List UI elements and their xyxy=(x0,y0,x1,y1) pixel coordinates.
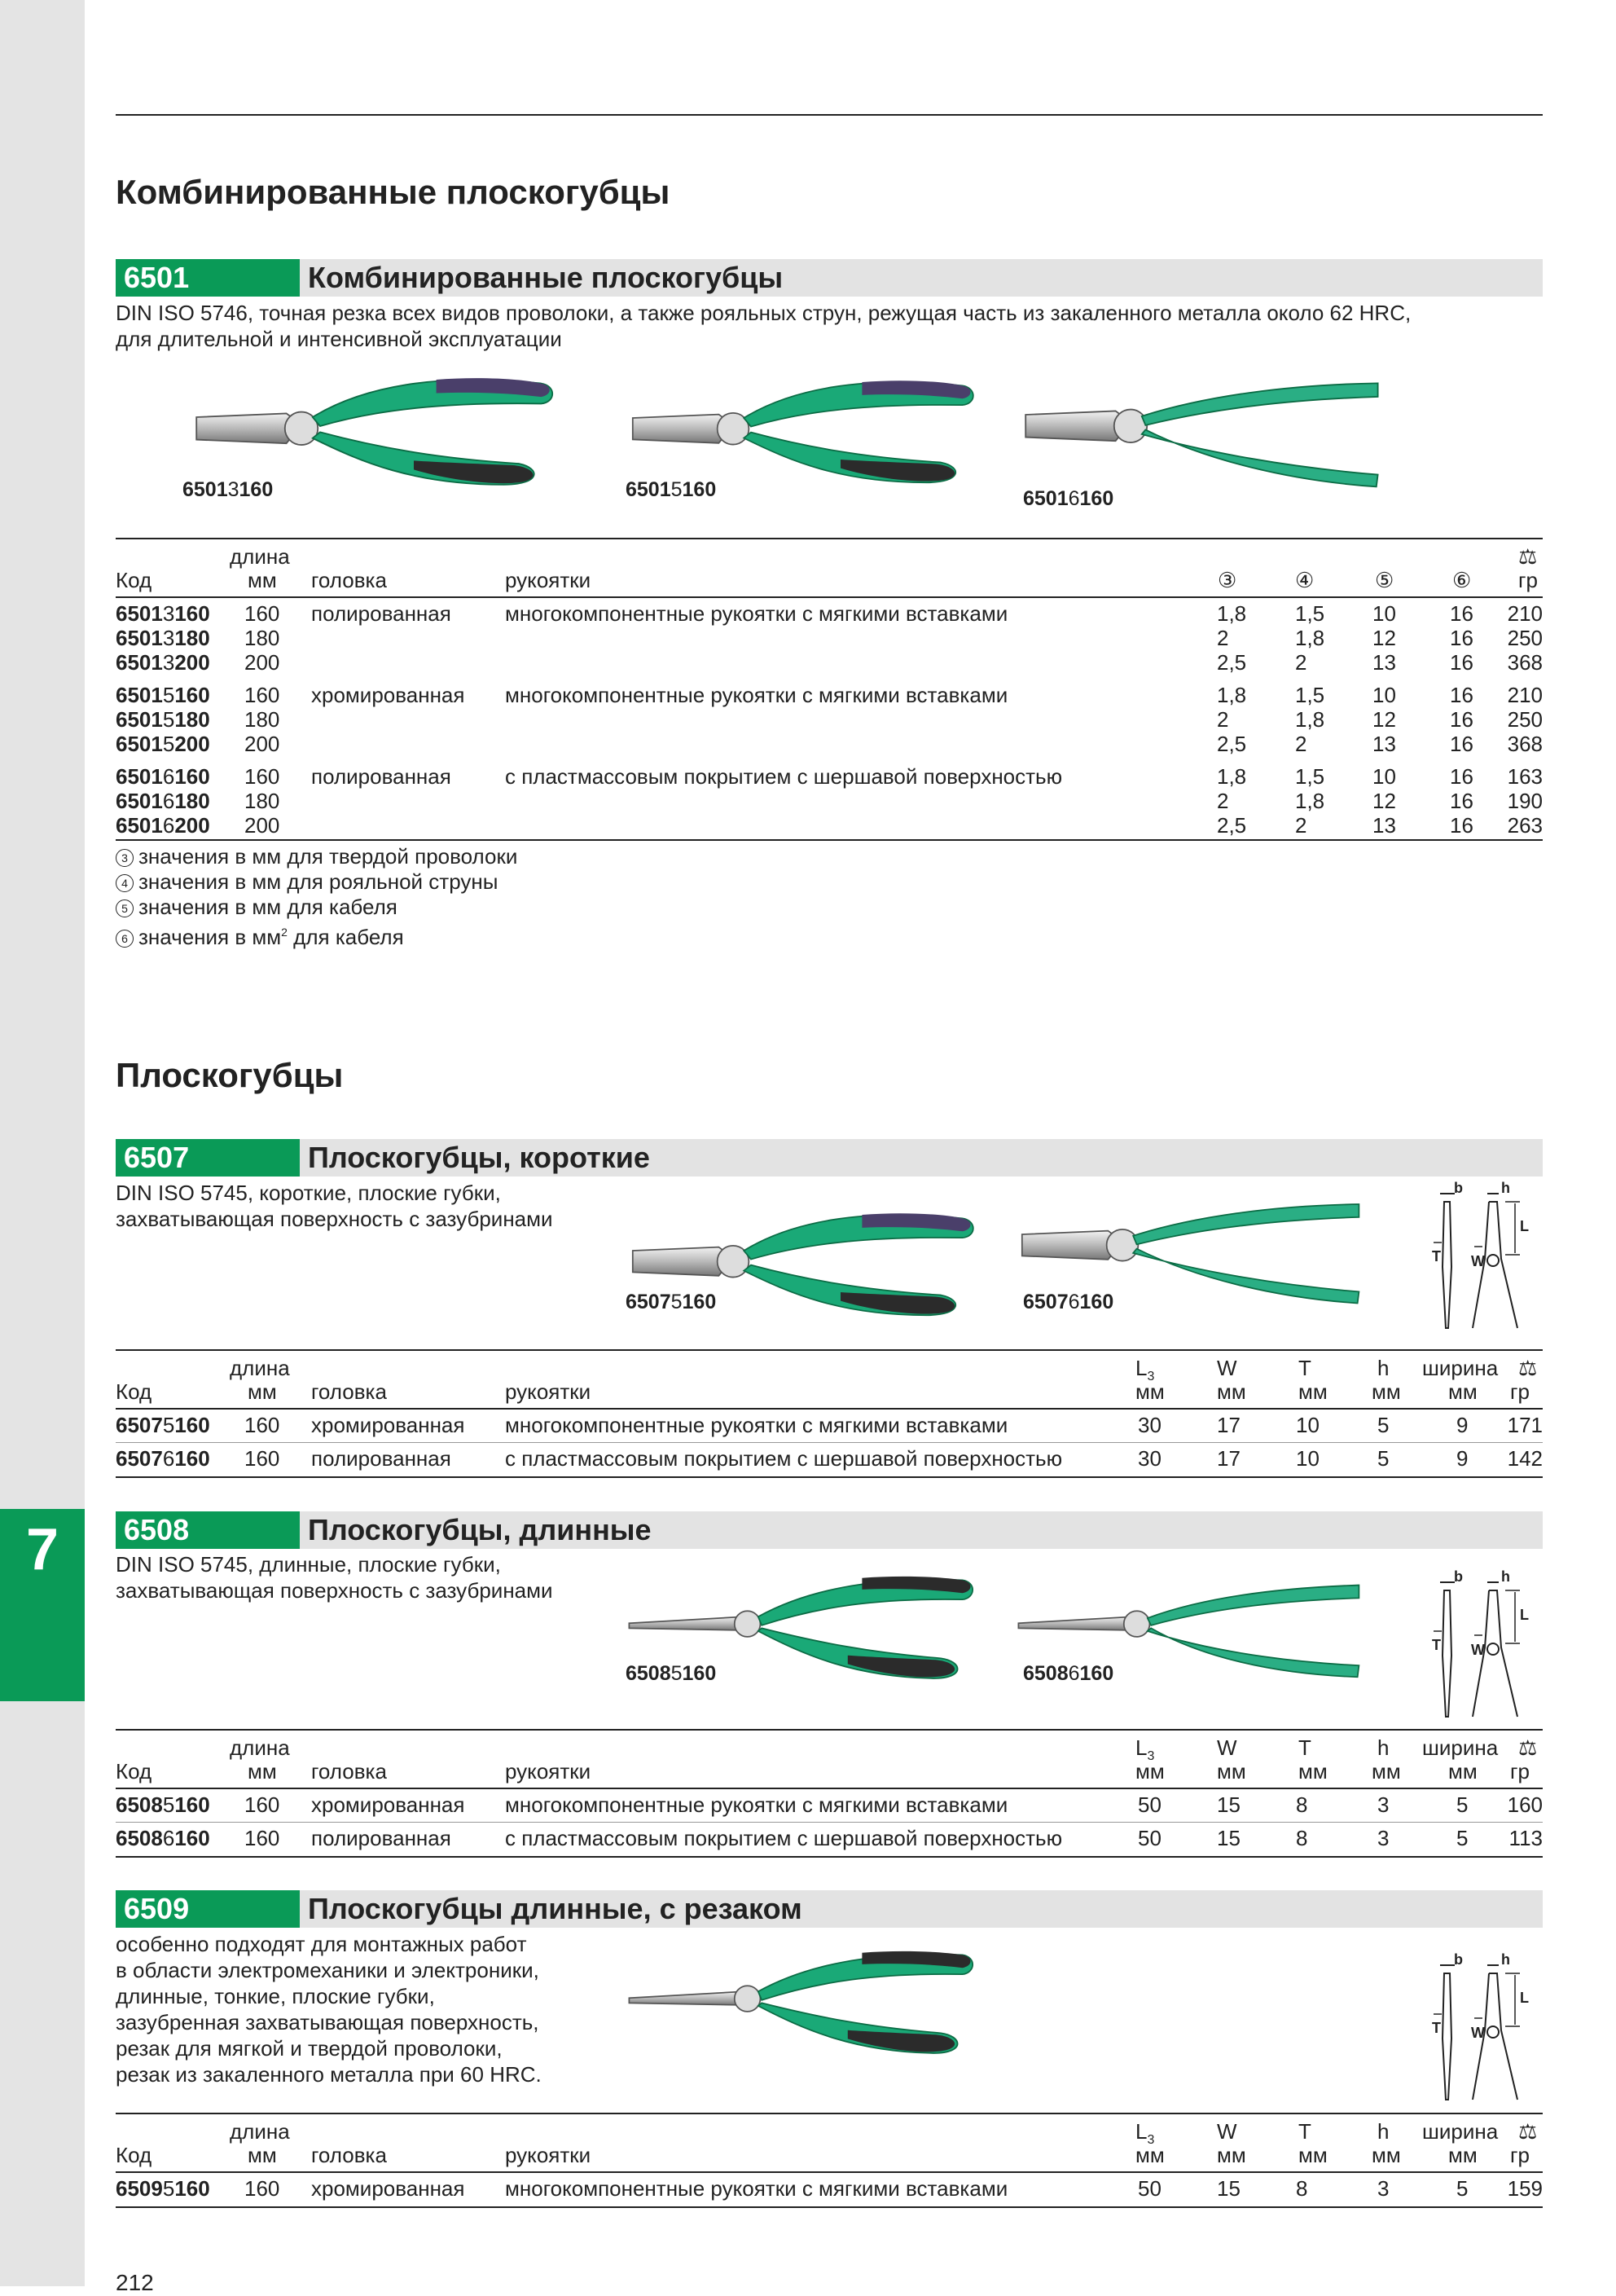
t-cell: 8 xyxy=(1296,2176,1308,2201)
product-bar-6508 xyxy=(116,1511,1543,1549)
head-cell: хромированная xyxy=(311,1792,465,1817)
dimension-diagram-icon xyxy=(1424,1941,1546,2104)
w-cell: 17 xyxy=(1217,1446,1241,1471)
length-cell: 200 xyxy=(244,732,280,756)
col6-cell: 16 xyxy=(1450,732,1473,756)
dim-label-h: h xyxy=(1501,1180,1510,1196)
header-length-top: длина xyxy=(230,1735,290,1760)
header-head: головка xyxy=(311,1759,387,1784)
col5-cell: 13 xyxy=(1372,813,1396,838)
weight-cell: 263 xyxy=(1507,813,1543,838)
dim-label-b: b xyxy=(1454,1180,1463,1196)
table-rule xyxy=(116,1408,1543,1410)
w-cell: 15 xyxy=(1217,2176,1241,2201)
col5-cell: 10 xyxy=(1372,683,1396,707)
product-code-cell: 65085160 xyxy=(116,1792,210,1817)
head-cell: хромированная xyxy=(311,1413,465,1437)
col3-cell: 2,5 xyxy=(1217,732,1247,756)
header-width: ширина xyxy=(1422,1356,1499,1380)
t-cell: 10 xyxy=(1296,1413,1320,1437)
weight-cell: 368 xyxy=(1507,732,1543,756)
pliers-image-6509-5 xyxy=(626,1944,984,2066)
table-rule xyxy=(116,538,1543,539)
product-code-cell: 65015180 xyxy=(116,707,210,732)
length-cell: 160 xyxy=(244,2176,280,2201)
h-cell: 3 xyxy=(1377,2176,1390,2201)
col4-cell: 1,5 xyxy=(1295,764,1325,789)
head-cell: хромированная xyxy=(311,683,465,707)
length-cell: 160 xyxy=(244,601,280,626)
handles-cell: многокомпонентные рукоятки с мягкими вставками xyxy=(505,1413,1008,1437)
product-bar-6501 xyxy=(116,259,1543,297)
header-weight: гр xyxy=(1510,1759,1530,1784)
footnote: 3 значения в мм для твердой проволоки xyxy=(116,844,517,869)
product-description-6501 xyxy=(116,300,1411,352)
col5-cell: 13 xyxy=(1372,650,1396,675)
description-line: захватывающая поверхность с зазубринами xyxy=(116,1578,553,1603)
dim-label-b: b xyxy=(1454,1951,1463,1968)
head-cell: полированная xyxy=(311,601,451,626)
section-heading-combination-pliers: Комбинированные плоскогубцы xyxy=(116,173,670,211)
col3-cell: 1,8 xyxy=(1217,601,1247,626)
header-length-unit: мм xyxy=(248,568,277,592)
weight-cell: 160 xyxy=(1507,1792,1543,1817)
head-cell: хромированная xyxy=(311,2176,465,2201)
h-cell: 3 xyxy=(1377,1792,1390,1817)
head-cell: полированная xyxy=(311,1826,451,1850)
header-unit: мм xyxy=(1448,1759,1478,1784)
product-description-6509 xyxy=(116,1931,542,2087)
dim-label-l: L xyxy=(1520,1607,1529,1623)
header-l3: $L_3$ xyxy=(1135,2119,1155,2147)
header-length-top: длина xyxy=(230,544,290,569)
top-rule xyxy=(116,114,1543,116)
weight-cell: 368 xyxy=(1507,650,1543,675)
description-line: захватывающая поверхность с зазубринами xyxy=(116,1207,553,1231)
header-w: W xyxy=(1217,1735,1237,1760)
dim-label-l: L xyxy=(1520,1990,1529,2006)
product-code: 6508 xyxy=(116,1511,300,1549)
col5-cell: 12 xyxy=(1372,707,1396,732)
col4-cell: 1,5 xyxy=(1295,601,1325,626)
header-unit: мм xyxy=(1372,1759,1401,1784)
w-cell: 15 xyxy=(1217,1792,1241,1817)
product-code-cell: 65013160 xyxy=(116,601,210,626)
header-t: T xyxy=(1298,2119,1311,2144)
image-label: 65086160 xyxy=(1023,1662,1114,1685)
h-cell: 3 xyxy=(1377,1826,1390,1850)
header-length-unit: мм xyxy=(248,1759,277,1784)
weight-icon: ⚖ xyxy=(1518,1356,1538,1380)
col4-cell: 2 xyxy=(1295,732,1307,756)
col4-cell: 2 xyxy=(1295,813,1307,838)
dim-label-w: W xyxy=(1471,1642,1485,1658)
l3-cell: 50 xyxy=(1138,2176,1162,2201)
product-code-cell: 65016160 xyxy=(116,764,210,789)
header-unit: мм xyxy=(1448,2143,1478,2167)
header-t: T xyxy=(1298,1356,1311,1380)
product-code-cell: 65015160 xyxy=(116,683,210,707)
header-weight: гр xyxy=(1510,1379,1530,1404)
col3-cell: 2 xyxy=(1217,707,1229,732)
header-handles: рукоятки xyxy=(505,568,591,592)
length-cell: 200 xyxy=(244,650,280,675)
length-cell: 160 xyxy=(244,1826,280,1850)
weight-cell: 250 xyxy=(1507,626,1543,650)
col6-cell: 16 xyxy=(1450,789,1473,813)
image-label: 65085160 xyxy=(626,1662,717,1685)
head-cell: полированная xyxy=(311,1446,451,1471)
col5-cell: 13 xyxy=(1372,732,1396,756)
col4-cell: 1,8 xyxy=(1295,789,1325,813)
handles-cell: многокомпонентные рукоятки с мягкими вставками xyxy=(505,683,1008,707)
header-h: h xyxy=(1377,1735,1390,1760)
product-code: 6501 xyxy=(116,259,300,297)
image-label: 65076160 xyxy=(1023,1291,1114,1313)
col6-cell: 16 xyxy=(1450,601,1473,626)
header-unit: мм xyxy=(1298,2143,1328,2167)
col5-cell: 12 xyxy=(1372,626,1396,650)
table-rule xyxy=(116,2171,1543,2173)
dimension-diagram-icon xyxy=(1424,1558,1546,1721)
col4-cell: 2 xyxy=(1295,650,1307,675)
handles-cell: многокомпонентные рукоятки с мягкими вставками xyxy=(505,2176,1008,2201)
weight-cell: 163 xyxy=(1507,764,1543,789)
handles-cell: с пластмассовым покрытием с шершавой поверхностью xyxy=(505,1826,1063,1850)
header-unit: мм xyxy=(1135,1759,1165,1784)
dim-label-t: T xyxy=(1432,2020,1441,2036)
w-cell: 15 xyxy=(1217,1826,1241,1850)
header-weight: гр xyxy=(1510,2143,1530,2167)
header-col6: ⑥ xyxy=(1452,568,1472,592)
header-code: Код xyxy=(116,1759,152,1784)
col3-cell: 1,8 xyxy=(1217,764,1247,789)
col4-cell: 1,8 xyxy=(1295,626,1325,650)
col5-cell: 10 xyxy=(1372,764,1396,789)
description-line: для длительной и интенсивной эксплуатации xyxy=(116,327,562,351)
header-unit: мм xyxy=(1372,1379,1401,1404)
header-handles: рукоятки xyxy=(505,1759,591,1784)
handles-cell: многокомпонентные рукоятки с мягкими вставками xyxy=(505,601,1008,626)
header-l3: $L_3$ xyxy=(1135,1356,1155,1383)
footnote: 6 значения в $мм^2$ для кабеля xyxy=(116,920,517,950)
col5-cell: 12 xyxy=(1372,789,1396,813)
header-code: Код xyxy=(116,2143,152,2167)
length-cell: 160 xyxy=(244,1413,280,1437)
product-code-cell: 65013200 xyxy=(116,650,210,675)
product-code-cell: 65075160 xyxy=(116,1413,210,1437)
header-unit: мм xyxy=(1217,2143,1246,2167)
handles-cell: с пластмассовым покрытием с шершавой поверхностью xyxy=(505,1446,1063,1471)
length-cell: 160 xyxy=(244,764,280,789)
product-bar-6509 xyxy=(116,1890,1543,1928)
product-title: Плоскогубцы, длинные xyxy=(308,1513,652,1546)
product-title: Плоскогубцы, короткие xyxy=(308,1141,650,1174)
description-line: резак из закаленного металла при 60 HRC. xyxy=(116,2062,542,2087)
width-cell: 9 xyxy=(1456,1446,1469,1471)
header-head: головка xyxy=(311,2143,387,2167)
col4-cell: 1,8 xyxy=(1295,707,1325,732)
table-rule xyxy=(116,1788,1543,1789)
col3-cell: 1,8 xyxy=(1217,683,1247,707)
handles-cell: с пластмассовым покрытием с шершавой поверхностью xyxy=(505,764,1063,789)
header-l3: $L_3$ xyxy=(1135,1735,1155,1763)
header-unit: мм xyxy=(1135,2143,1165,2167)
row-rule xyxy=(116,1822,1543,1823)
col6-cell: 16 xyxy=(1450,626,1473,650)
dim-label-l: L xyxy=(1520,1218,1529,1234)
col6-cell: 16 xyxy=(1450,764,1473,789)
l3-cell: 50 xyxy=(1138,1826,1162,1850)
table-rule xyxy=(116,1856,1543,1858)
footnote: 5 значения в мм для кабеля xyxy=(116,895,517,920)
header-code: Код xyxy=(116,1379,152,1404)
product-code-cell: 65076160 xyxy=(116,1446,210,1471)
length-cell: 200 xyxy=(244,813,280,838)
col6-cell: 16 xyxy=(1450,650,1473,675)
dim-label-w: W xyxy=(1471,1253,1485,1269)
t-cell: 10 xyxy=(1296,1446,1320,1471)
dim-label-w: W xyxy=(1471,2025,1485,2041)
header-t: T xyxy=(1298,1735,1311,1760)
chapter-number: 7 xyxy=(25,1517,59,1582)
header-length-unit: мм xyxy=(248,2143,277,2167)
product-code-cell: 65016180 xyxy=(116,789,210,813)
page-number: 212 xyxy=(116,2270,154,2295)
pliers-image-6501-6 xyxy=(1018,368,1393,499)
col3-cell: 2 xyxy=(1217,789,1229,813)
header-length-top: длина xyxy=(230,1356,290,1380)
length-cell: 160 xyxy=(244,683,280,707)
l3-cell: 30 xyxy=(1138,1446,1162,1471)
h-cell: 5 xyxy=(1377,1413,1390,1437)
image-label: 65075160 xyxy=(626,1291,717,1313)
header-code: Код xyxy=(116,568,152,592)
head-cell: полированная xyxy=(311,764,451,789)
weight-cell: 142 xyxy=(1507,1446,1543,1471)
table-rule xyxy=(116,1476,1543,1478)
l3-cell: 50 xyxy=(1138,1792,1162,1817)
footnotes-6501 xyxy=(116,844,517,950)
description-line: DIN ISO 5746, точная резка всех видов проволоки, а также рояльных струн, режущая часть из закаленного металла около 62 HRC, xyxy=(116,301,1412,325)
t-cell: 8 xyxy=(1296,1792,1308,1817)
dim-label-t: T xyxy=(1432,1637,1441,1653)
image-label: 65016160 xyxy=(1023,487,1114,510)
dimension-diagram-icon xyxy=(1424,1169,1546,1332)
weight-cell: 171 xyxy=(1507,1413,1543,1437)
product-code-cell: 65016200 xyxy=(116,813,210,838)
header-length-top: длина xyxy=(230,2119,290,2144)
length-cell: 160 xyxy=(244,1446,280,1471)
length-cell: 160 xyxy=(244,1792,280,1817)
weight-cell: 190 xyxy=(1507,789,1543,813)
header-handles: рукоятки xyxy=(505,2143,591,2167)
header-unit: мм xyxy=(1298,1759,1328,1784)
l3-cell: 30 xyxy=(1138,1413,1162,1437)
description-line: в области электромеханики и электроники, xyxy=(116,1958,539,1982)
product-code-cell: 65013180 xyxy=(116,626,210,650)
weight-cell: 250 xyxy=(1507,707,1543,732)
header-w: W xyxy=(1217,1356,1237,1380)
description-line: длинные, тонкие, плоские губки, xyxy=(116,1984,435,2008)
w-cell: 17 xyxy=(1217,1413,1241,1437)
table-rule xyxy=(116,839,1543,841)
h-cell: 5 xyxy=(1377,1446,1390,1471)
col5-cell: 10 xyxy=(1372,601,1396,626)
header-head: головка xyxy=(311,568,387,592)
dim-label-t: T xyxy=(1432,1248,1441,1265)
left-margin-band xyxy=(0,0,85,2286)
length-cell: 180 xyxy=(244,707,280,732)
description-line: DIN ISO 5745, короткие, плоские губки, xyxy=(116,1181,501,1205)
header-w: W xyxy=(1217,2119,1237,2144)
length-cell: 180 xyxy=(244,789,280,813)
product-title: Комбинированные плоскогубцы xyxy=(308,261,784,294)
col4-cell: 1,5 xyxy=(1295,683,1325,707)
dim-label-b: b xyxy=(1454,1568,1463,1585)
description-line: DIN ISO 5745, длинные, плоские губки, xyxy=(116,1552,501,1577)
section-heading-flat-pliers: Плоскогубцы xyxy=(116,1056,344,1094)
col6-cell: 16 xyxy=(1450,683,1473,707)
table-rule xyxy=(116,1729,1543,1731)
header-weight: гр xyxy=(1518,568,1538,592)
header-col4: ④ xyxy=(1295,568,1315,592)
width-cell: 5 xyxy=(1456,1826,1469,1850)
handles-cell: многокомпонентные рукоятки с мягкими вставками xyxy=(505,1792,1008,1817)
weight-cell: 113 xyxy=(1508,1826,1543,1850)
header-h: h xyxy=(1377,2119,1390,2144)
header-unit: мм xyxy=(1135,1379,1165,1404)
header-h: h xyxy=(1377,1356,1390,1380)
col3-cell: 2,5 xyxy=(1217,650,1247,675)
header-head: головка xyxy=(311,1379,387,1404)
description-line: резак для мягкой и твердой проволоки, xyxy=(116,2036,503,2061)
product-description-6508 xyxy=(116,1551,553,1603)
weight-icon: ⚖ xyxy=(1518,2119,1538,2144)
table-rule xyxy=(116,1349,1543,1351)
header-unit: мм xyxy=(1298,1379,1328,1404)
header-unit: мм xyxy=(1217,1759,1246,1784)
weight-cell: 210 xyxy=(1507,601,1543,626)
image-label: 65013160 xyxy=(182,478,274,501)
length-cell: 180 xyxy=(244,626,280,650)
header-col3: ③ xyxy=(1218,568,1237,592)
width-cell: 5 xyxy=(1456,1792,1469,1817)
product-bar-6507 xyxy=(116,1139,1543,1177)
description-line: зазубренная захватывающая поверхность, xyxy=(116,2010,539,2034)
product-description-6507 xyxy=(116,1180,553,1232)
t-cell: 8 xyxy=(1296,1826,1308,1850)
table-rule xyxy=(116,596,1543,598)
weight-cell: 159 xyxy=(1507,2176,1543,2201)
header-handles: рукоятки xyxy=(505,1379,591,1404)
weight-icon: ⚖ xyxy=(1518,1735,1538,1760)
weight-cell: 210 xyxy=(1507,683,1543,707)
product-code: 6507 xyxy=(116,1139,300,1177)
image-label: 65015160 xyxy=(626,478,717,501)
header-unit: мм xyxy=(1217,1379,1246,1404)
header-length-unit: мм xyxy=(248,1379,277,1404)
footnote: 4 значения в мм для рояльной струны xyxy=(116,869,517,895)
col3-cell: 2,5 xyxy=(1217,813,1247,838)
header-unit: мм xyxy=(1448,1379,1478,1404)
header-unit: мм xyxy=(1372,2143,1401,2167)
width-cell: 5 xyxy=(1456,2176,1469,2201)
dim-label-h: h xyxy=(1501,1568,1510,1585)
dim-label-h: h xyxy=(1501,1951,1510,1968)
col6-cell: 16 xyxy=(1450,813,1473,838)
width-cell: 9 xyxy=(1456,1413,1469,1437)
weight-icon: ⚖ xyxy=(1518,544,1538,569)
col3-cell: 2 xyxy=(1217,626,1229,650)
product-code: 6509 xyxy=(116,1890,300,1928)
col6-cell: 16 xyxy=(1450,707,1473,732)
product-code-cell: 65086160 xyxy=(116,1826,210,1850)
table-rule xyxy=(116,2113,1543,2114)
product-code-cell: 65095160 xyxy=(116,2176,210,2201)
row-rule xyxy=(116,1442,1543,1443)
header-col5: ⑤ xyxy=(1375,568,1394,592)
table-rule xyxy=(116,2206,1543,2208)
header-width: ширина xyxy=(1422,2119,1499,2144)
product-code-cell: 65015200 xyxy=(116,732,210,756)
description-line: особенно подходят для монтажных работ xyxy=(116,1932,527,1956)
product-title: Плоскогубцы длинные, с резаком xyxy=(308,1892,802,1925)
header-width: ширина xyxy=(1422,1735,1499,1760)
